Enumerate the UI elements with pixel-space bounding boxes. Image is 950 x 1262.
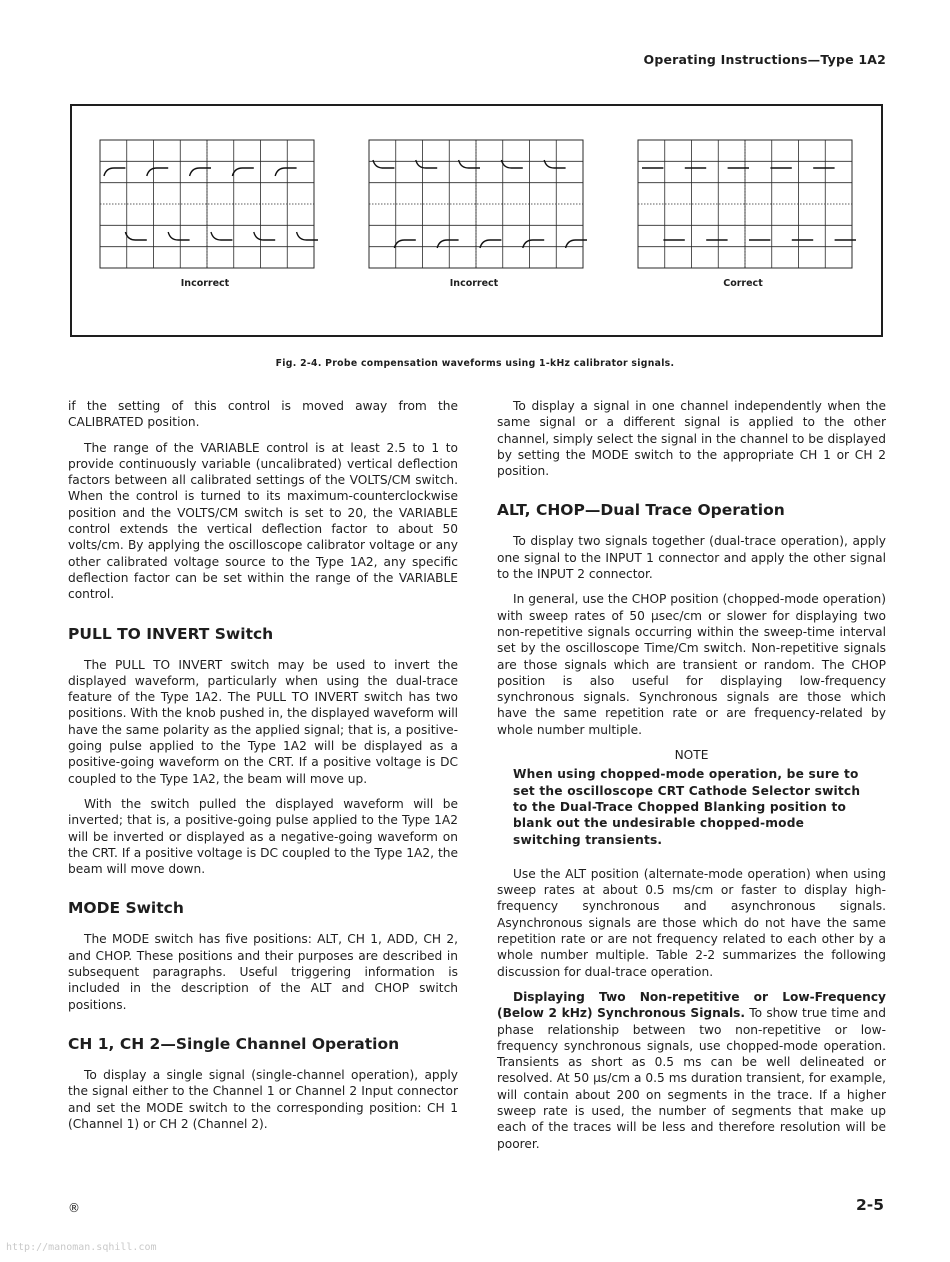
right-column bbox=[497, 398, 886, 1161]
paragraph: if the setting of this control is moved away from the CALIBRATED position. bbox=[68, 399, 458, 430]
section-heading-mode-switch: MODE Switch bbox=[68, 899, 184, 918]
panel-label-2: Incorrect bbox=[449, 278, 499, 289]
figure-caption: Fig. 2-4. Probe compensation waveforms using 1-kHz calibrator signals. bbox=[275, 358, 675, 369]
paragraph: Use the ALT position (alternate-mode operation) when using sweep rates at about 0.5 ms/cm or faster to display high-frequency synchronous and asynchronous signals. Asynchronous signals are those which do not have the same repetition rate or are not frequency related to each other by a whole number multiple. Table 2-2 summarizes the following discussion for dual-trace operation. bbox=[497, 866, 886, 979]
panel-label-3: Correct bbox=[723, 278, 763, 289]
note-body: When using chopped-mode operation, be sure to set the oscilloscope CRT Cathode Selector switch to the Dual-Trace Chopped Blanking position to blank out the undesirable chopped-mode switching transients. bbox=[513, 767, 861, 847]
running-head: Operating Instructions—Type 1A2 bbox=[643, 52, 886, 67]
paragraph: To display two signals together (dual-trace operation), apply one signal to the INPUT 1 connector and apply the other signal to the INPUT 2 connector. bbox=[497, 534, 886, 582]
note-title: NOTE bbox=[674, 748, 709, 763]
paragraph: To display a signal in one channel independently when the same signal or a different signal is applied to the other channel, simply select the signal in the channel to be displayed by setting the MODE switch to the appropriate CH 1 or CH 2 position. bbox=[497, 399, 886, 479]
section-heading-single-channel: CH 1, CH 2—Single Channel Operation bbox=[68, 1034, 400, 1053]
paragraph-body: To show true time and phase relationship between two non-repetitive or low-frequency synchronous signals, use chopped-mode operation. Transients as short as 0.5 ms can be well delineated or resolved. At 50 μs/cm a 0.5 ms duration transient, for example, will contain about 200 on segments in the trace. If a higher sweep rate is used, the number of segments that make up each of the traces will be less and therefore resolution will be poorer. bbox=[497, 1006, 886, 1151]
waveform-graticules bbox=[72, 106, 881, 335]
probe-compensation-figure bbox=[70, 104, 883, 337]
watermark: http://manoman.sqhill.com bbox=[6, 1242, 157, 1253]
paragraph: With the switch pulled the displayed waveform will be inverted; that is, a positive-going pulse applied to the Type 1A2 will be inverted or displayed as a negative-going waveform on the CRT. If a positive voltage is DC coupled to the Type 1A2, the beam will move down. bbox=[68, 796, 458, 877]
paragraph: The MODE switch has five positions: ALT, CH 1, ADD, CH 2, and CHOP. These positions and their purposes are described in subsequent paragraphs. Useful triggering information is included in the description of the ALT and CHOP switch positions. bbox=[68, 932, 458, 1012]
page-number: 2-5 bbox=[855, 1196, 884, 1214]
panel-label-1: Incorrect bbox=[180, 278, 230, 289]
paragraph: The range of the VARIABLE control is at least 2.5 to 1 to provide continuously variable (uncalibrated) vertical deflection factors between all calibrated settings of the VOLTS/CM switch. When the control is turned to its maximum-counterclockwise position and the VOLTS/CM switch is set to 20, the VARIABLE control extends the vertical deflection factor to about 50 volts/cm. By applying the oscilloscope calibrator voltage or any other calibrated voltage source to the Type 1A2, any specific deflection factor can be set within the range of the VARIABLE control. bbox=[68, 440, 458, 602]
section-heading-pull-to-invert: PULL TO INVERT Switch bbox=[68, 624, 274, 643]
registered-mark: ® bbox=[68, 1201, 80, 1215]
paragraph: The PULL TO INVERT switch may be used to invert the displayed waveform, particularly when using the dual-trace feature of the Type 1A2. The PULL TO INVERT switch has two positions. With the knob pushed in, the displayed waveform will have the same polarity as the applied signal; that is, a positive-going pulse applied to the Type 1A2 will be displayed as a positive-going waveform on the CRT. If a positive voltage is DC coupled to the Type 1A2, the beam will move up. bbox=[68, 657, 458, 786]
paragraph bbox=[497, 989, 886, 1152]
paragraph: To display a single signal (single-channel operation), apply the signal either to the Channel 1 or Channel 2 Input connector and set the MODE switch to the corresponding position: CH 1 (Channel 1) or CH 2 (Channel 2). bbox=[68, 1067, 458, 1131]
section-heading-dual-trace: ALT, CHOP—Dual Trace Operation bbox=[497, 501, 785, 520]
run-in-heading: Displaying Two Non-repetitive or Low-Frequency (Below 2 kHz) Synchronous Signals. bbox=[497, 989, 886, 1021]
left-column bbox=[68, 398, 458, 1141]
paragraph: In general, use the CHOP position (chopped-mode operation) with sweep rates of 50 μsec/cm or slower for displaying two non-repetitive signals occurring within the sweep-time interval set by the oscilloscope Time/Cm switch. Non-repetitive signals are those signals which are transient or random. The CHOP position is also useful for displaying low-frequency synchronous signals. Synchronous signals are those which have the same repetition rate or are frequency-related by whole number multiple. bbox=[497, 592, 886, 737]
